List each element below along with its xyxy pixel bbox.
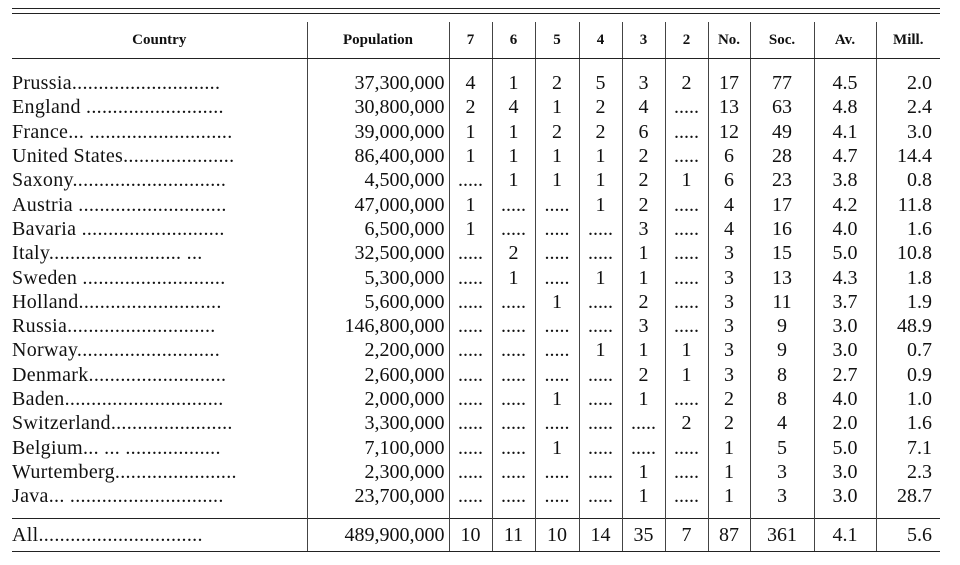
- av-cell: 5.0: [814, 435, 876, 459]
- col3-cell: .....: [622, 435, 665, 459]
- col6-cell: .....: [492, 411, 535, 435]
- col2-cell: 1: [665, 168, 708, 192]
- population-cell: 5,600,000: [307, 290, 449, 314]
- table-total: [12, 508, 940, 552]
- table-row: [12, 411, 940, 435]
- av-cell: 4.2: [814, 192, 876, 216]
- soc-cell: 8: [750, 387, 814, 411]
- col7-cell: .....: [449, 338, 492, 362]
- population-cell: 5,300,000: [307, 265, 449, 289]
- col4-cell: .....: [579, 217, 622, 241]
- av-cell: 4.1: [814, 120, 876, 144]
- country-cell: United States.....................: [12, 145, 235, 168]
- mill-cell: 28.7: [876, 484, 940, 508]
- col4-cell: 1: [579, 338, 622, 362]
- table-row: [12, 192, 940, 216]
- country-cell: Wurtemberg.......................: [12, 460, 237, 483]
- col5-cell: .....: [535, 265, 579, 289]
- col3-cell: 3: [622, 71, 665, 95]
- country-cell: Austria ............................: [12, 193, 227, 216]
- col4-cell: 2: [579, 120, 622, 144]
- col6-cell: .....: [492, 314, 535, 338]
- av-cell: 4.3: [814, 265, 876, 289]
- gap-row: [12, 508, 940, 519]
- no-cell: 1: [708, 460, 750, 484]
- col5-cell: 1: [535, 95, 579, 119]
- population-cell: 4,500,000: [307, 168, 449, 192]
- total-mill-cell: 5.6: [876, 519, 940, 552]
- country-cell: Baden..............................: [12, 388, 224, 410]
- col3-cell: 1: [622, 460, 665, 484]
- col5-cell: 1: [535, 435, 579, 459]
- no-cell: 3: [708, 265, 750, 289]
- population-cell: 7,100,000: [307, 435, 449, 459]
- mill-cell: 11.8: [876, 192, 940, 216]
- no-cell: 12: [708, 120, 750, 144]
- soc-cell: 15: [750, 241, 814, 265]
- col7-cell: .....: [449, 290, 492, 314]
- col5-cell: 1: [535, 290, 579, 314]
- population-cell: 146,800,000: [307, 314, 449, 338]
- column-header-4: 4: [579, 22, 622, 59]
- col5-cell: 1: [535, 168, 579, 192]
- col4-cell: 5: [579, 71, 622, 95]
- population-cell: 6,500,000: [307, 217, 449, 241]
- col3-cell: 3: [622, 314, 665, 338]
- table-header: [12, 22, 940, 59]
- col7-cell: .....: [449, 387, 492, 411]
- mill-cell: 0.9: [876, 363, 940, 387]
- total-col6-cell: 11: [492, 519, 535, 552]
- country-cell: Java... .............................: [12, 485, 224, 508]
- soc-cell: 8: [750, 363, 814, 387]
- table-row: [12, 217, 940, 241]
- col2-cell: 2: [665, 411, 708, 435]
- table-row: [12, 265, 940, 289]
- col7-cell: .....: [449, 241, 492, 265]
- col5-cell: .....: [535, 363, 579, 387]
- total-soc-cell: 361: [750, 519, 814, 552]
- col6-cell: .....: [492, 192, 535, 216]
- table-row: [12, 168, 940, 192]
- col2-cell: 1: [665, 338, 708, 362]
- no-cell: 2: [708, 387, 750, 411]
- col2-cell: .....: [665, 484, 708, 508]
- no-cell: 4: [708, 192, 750, 216]
- col6-cell: .....: [492, 338, 535, 362]
- av-cell: 4.5: [814, 71, 876, 95]
- col2-cell: 1: [665, 363, 708, 387]
- no-cell: 3: [708, 363, 750, 387]
- no-cell: 1: [708, 484, 750, 508]
- col4-cell: 2: [579, 95, 622, 119]
- no-cell: 3: [708, 338, 750, 362]
- table-row: [12, 460, 940, 484]
- mill-cell: 2.4: [876, 95, 940, 119]
- av-cell: 5.0: [814, 241, 876, 265]
- no-cell: 4: [708, 217, 750, 241]
- col6-cell: 1: [492, 120, 535, 144]
- table-row: [12, 241, 940, 265]
- no-cell: 6: [708, 144, 750, 168]
- population-cell: 3,300,000: [307, 411, 449, 435]
- total-row: [12, 519, 940, 552]
- table-row: [12, 363, 940, 387]
- mill-cell: 14.4: [876, 144, 940, 168]
- total-population-cell: 489,900,000: [307, 519, 449, 552]
- table-row: [12, 144, 940, 168]
- no-cell: 1: [708, 435, 750, 459]
- mill-cell: 1.9: [876, 290, 940, 314]
- col5-cell: 2: [535, 120, 579, 144]
- country-cell: Italy......................... ...: [12, 242, 203, 265]
- soc-cell: 49: [750, 120, 814, 144]
- col6-cell: 2: [492, 241, 535, 265]
- col4-cell: .....: [579, 314, 622, 338]
- col5-cell: .....: [535, 338, 579, 362]
- col4-cell: .....: [579, 484, 622, 508]
- header-row: [12, 22, 940, 59]
- statistics-table: [12, 22, 940, 552]
- col3-cell: 1: [622, 241, 665, 265]
- table-row: [12, 338, 940, 362]
- total-av-cell: 4.1: [814, 519, 876, 552]
- col7-cell: 4: [449, 71, 492, 95]
- soc-cell: 9: [750, 314, 814, 338]
- col7-cell: 1: [449, 120, 492, 144]
- column-header-6: 6: [492, 22, 535, 59]
- col6-cell: .....: [492, 460, 535, 484]
- col2-cell: .....: [665, 265, 708, 289]
- soc-cell: 11: [750, 290, 814, 314]
- col7-cell: .....: [449, 435, 492, 459]
- no-cell: 3: [708, 290, 750, 314]
- mill-cell: 1.6: [876, 411, 940, 435]
- total-no-cell: 87: [708, 519, 750, 552]
- population-cell: 2,000,000: [307, 387, 449, 411]
- col4-cell: .....: [579, 460, 622, 484]
- col6-cell: .....: [492, 484, 535, 508]
- col2-cell: .....: [665, 435, 708, 459]
- col2-cell: .....: [665, 314, 708, 338]
- mill-cell: 7.1: [876, 435, 940, 459]
- population-cell: 37,300,000: [307, 71, 449, 95]
- population-cell: 32,500,000: [307, 241, 449, 265]
- mill-cell: 10.8: [876, 241, 940, 265]
- col4-cell: 1: [579, 168, 622, 192]
- no-cell: 3: [708, 314, 750, 338]
- col5-cell: 2: [535, 71, 579, 95]
- col6-cell: 1: [492, 168, 535, 192]
- col2-cell: .....: [665, 241, 708, 265]
- col5-cell: .....: [535, 484, 579, 508]
- column-header-no: No.: [708, 22, 750, 59]
- col5-cell: .....: [535, 217, 579, 241]
- col7-cell: 1: [449, 192, 492, 216]
- population-cell: 39,000,000: [307, 120, 449, 144]
- col2-cell: .....: [665, 192, 708, 216]
- column-header-mill: Mill.: [876, 22, 940, 59]
- table-row: [12, 387, 940, 411]
- col4-cell: 1: [579, 144, 622, 168]
- table-row: [12, 71, 940, 95]
- total-col4-cell: 14: [579, 519, 622, 552]
- no-cell: 2: [708, 411, 750, 435]
- no-cell: 3: [708, 241, 750, 265]
- av-cell: 3.0: [814, 314, 876, 338]
- col3-cell: 3: [622, 217, 665, 241]
- col6-cell: .....: [492, 363, 535, 387]
- column-header-av: Av.: [814, 22, 876, 59]
- soc-cell: 23: [750, 168, 814, 192]
- mill-cell: 3.0: [876, 120, 940, 144]
- mill-cell: 48.9: [876, 314, 940, 338]
- col5-cell: .....: [535, 411, 579, 435]
- mill-cell: 2.3: [876, 460, 940, 484]
- col5-cell: .....: [535, 241, 579, 265]
- mill-cell: 1.6: [876, 217, 940, 241]
- soc-cell: 4: [750, 411, 814, 435]
- col4-cell: .....: [579, 241, 622, 265]
- country-cell: Belgium... ... ..................: [12, 436, 221, 459]
- total-col3-cell: 35: [622, 519, 665, 552]
- col7-cell: .....: [449, 168, 492, 192]
- col7-cell: .....: [449, 460, 492, 484]
- col3-cell: 2: [622, 192, 665, 216]
- table-body: [12, 59, 940, 509]
- column-header-country: Country: [12, 22, 307, 59]
- table-row: [12, 435, 940, 459]
- col5-cell: .....: [535, 460, 579, 484]
- col3-cell: 4: [622, 95, 665, 119]
- col3-cell: 1: [622, 387, 665, 411]
- col5-cell: 1: [535, 144, 579, 168]
- av-cell: 2.7: [814, 363, 876, 387]
- country-cell: Holland...........................: [12, 290, 222, 313]
- soc-cell: 5: [750, 435, 814, 459]
- total-country-cell: All...............................: [12, 519, 307, 552]
- country-cell: Switzerland.......................: [12, 412, 233, 435]
- av-cell: 4.0: [814, 217, 876, 241]
- total-col5-cell: 10: [535, 519, 579, 552]
- av-cell: 3.7: [814, 290, 876, 314]
- col7-cell: 1: [449, 144, 492, 168]
- av-cell: 3.0: [814, 460, 876, 484]
- column-header-5: 5: [535, 22, 579, 59]
- soc-cell: 17: [750, 192, 814, 216]
- col7-cell: 1: [449, 217, 492, 241]
- population-cell: 23,700,000: [307, 484, 449, 508]
- col6-cell: .....: [492, 290, 535, 314]
- population-cell: 2,300,000: [307, 460, 449, 484]
- av-cell: 3.0: [814, 338, 876, 362]
- col3-cell: .....: [622, 411, 665, 435]
- col6-cell: 1: [492, 71, 535, 95]
- col6-cell: 1: [492, 144, 535, 168]
- table-row: [12, 120, 940, 144]
- col2-cell: .....: [665, 460, 708, 484]
- col7-cell: .....: [449, 484, 492, 508]
- col2-cell: .....: [665, 290, 708, 314]
- col2-cell: 2: [665, 71, 708, 95]
- soc-cell: 13: [750, 265, 814, 289]
- col6-cell: 1: [492, 265, 535, 289]
- population-cell: 2,600,000: [307, 363, 449, 387]
- col3-cell: 2: [622, 144, 665, 168]
- col7-cell: .....: [449, 265, 492, 289]
- av-cell: 4.8: [814, 95, 876, 119]
- col7-cell: 2: [449, 95, 492, 119]
- population-cell: 86,400,000: [307, 144, 449, 168]
- col2-cell: .....: [665, 120, 708, 144]
- mill-cell: 0.8: [876, 168, 940, 192]
- col2-cell: .....: [665, 144, 708, 168]
- country-cell: Russia............................: [12, 315, 216, 338]
- mill-cell: 1.8: [876, 265, 940, 289]
- population-cell: 2,200,000: [307, 338, 449, 362]
- country-cell: Denmark..........................: [12, 363, 227, 386]
- col3-cell: 2: [622, 290, 665, 314]
- col4-cell: .....: [579, 290, 622, 314]
- country-cell: Norway...........................: [12, 339, 221, 362]
- col4-cell: 1: [579, 265, 622, 289]
- col3-cell: 1: [622, 338, 665, 362]
- no-cell: 13: [708, 95, 750, 119]
- country-cell: England ..........................: [12, 96, 224, 119]
- column-header-soc: Soc.: [750, 22, 814, 59]
- total-col7-cell: 10: [449, 519, 492, 552]
- no-cell: 17: [708, 71, 750, 95]
- column-header-3: 3: [622, 22, 665, 59]
- population-cell: 47,000,000: [307, 192, 449, 216]
- col4-cell: .....: [579, 411, 622, 435]
- col6-cell: 4: [492, 95, 535, 119]
- table-row: [12, 290, 940, 314]
- col3-cell: 6: [622, 120, 665, 144]
- table-row: [12, 314, 940, 338]
- country-cell: Prussia............................: [12, 72, 221, 95]
- total-col2-cell: 7: [665, 519, 708, 552]
- av-cell: 4.7: [814, 144, 876, 168]
- soc-cell: 28: [750, 144, 814, 168]
- table-row: [12, 95, 940, 119]
- column-header-population: Population: [307, 22, 449, 59]
- table-row: [12, 484, 940, 508]
- soc-cell: 77: [750, 71, 814, 95]
- column-header-7: 7: [449, 22, 492, 59]
- col6-cell: .....: [492, 387, 535, 411]
- mill-cell: 1.0: [876, 387, 940, 411]
- col4-cell: 1: [579, 192, 622, 216]
- col5-cell: 1: [535, 387, 579, 411]
- col3-cell: 1: [622, 484, 665, 508]
- soc-cell: 16: [750, 217, 814, 241]
- col3-cell: 2: [622, 363, 665, 387]
- country-cell: Bavaria ...........................: [12, 217, 225, 240]
- population-cell: 30,800,000: [307, 95, 449, 119]
- col5-cell: .....: [535, 314, 579, 338]
- country-cell: France... ...........................: [12, 120, 233, 143]
- col6-cell: .....: [492, 435, 535, 459]
- av-cell: 3.0: [814, 484, 876, 508]
- col3-cell: 1: [622, 265, 665, 289]
- country-cell: Saxony.............................: [12, 169, 227, 192]
- av-cell: 2.0: [814, 411, 876, 435]
- av-cell: 3.8: [814, 168, 876, 192]
- col4-cell: .....: [579, 363, 622, 387]
- soc-cell: 63: [750, 95, 814, 119]
- col4-cell: .....: [579, 435, 622, 459]
- col7-cell: .....: [449, 411, 492, 435]
- col2-cell: .....: [665, 217, 708, 241]
- top-rule-outer: [12, 8, 940, 9]
- column-header-2: 2: [665, 22, 708, 59]
- col2-cell: .....: [665, 387, 708, 411]
- country-cell: Sweden ...........................: [12, 266, 226, 289]
- col4-cell: .....: [579, 387, 622, 411]
- col6-cell: .....: [492, 217, 535, 241]
- col3-cell: 2: [622, 168, 665, 192]
- col2-cell: .....: [665, 95, 708, 119]
- col7-cell: .....: [449, 314, 492, 338]
- soc-cell: 3: [750, 484, 814, 508]
- mill-cell: 0.7: [876, 338, 940, 362]
- spacer-row: [12, 59, 940, 72]
- no-cell: 6: [708, 168, 750, 192]
- soc-cell: 3: [750, 460, 814, 484]
- col7-cell: .....: [449, 363, 492, 387]
- soc-cell: 9: [750, 338, 814, 362]
- top-rule-inner: [12, 13, 940, 14]
- av-cell: 4.0: [814, 387, 876, 411]
- mill-cell: 2.0: [876, 71, 940, 95]
- col5-cell: .....: [535, 192, 579, 216]
